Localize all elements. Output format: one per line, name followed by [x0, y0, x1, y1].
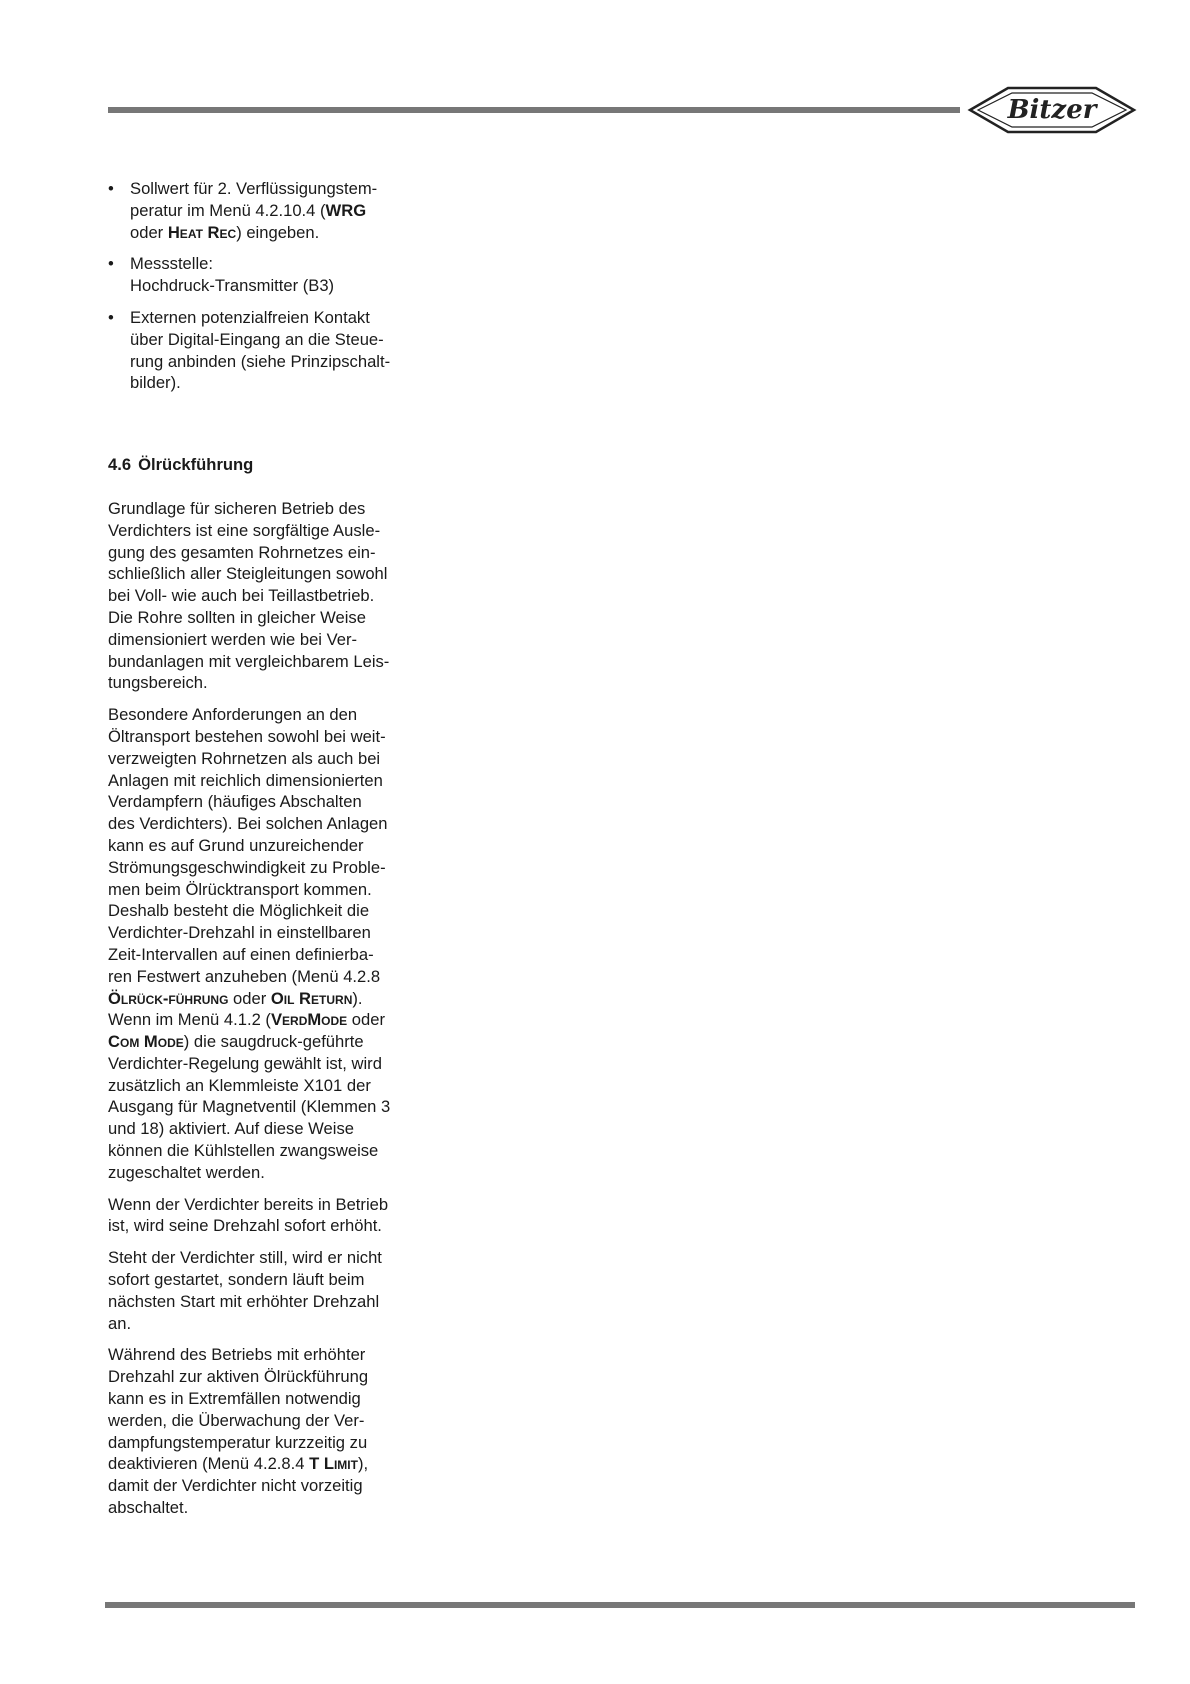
- menu-term-oil-return: Oil Return: [270, 988, 353, 1008]
- bullet-list: [108, 178, 428, 394]
- logo-wordmark: Bitzer: [1007, 95, 1097, 125]
- section-heading: [108, 454, 428, 476]
- bitzer-logo: [966, 80, 1138, 140]
- section-title: Ölrückführung: [138, 455, 254, 475]
- bullet-icon: •: [108, 179, 114, 198]
- list-item: • Sollwert für 2. Verflüssigungstem- peratur im Menü 4.2.10.4 (WRG oder Heat Rec) eingeben.: [108, 179, 378, 242]
- list-item: • Externen potenzialfreien Kontakt über Digital-Eingang an die Steue- rung anbinden (siehe Prinzipschalt- bilder).: [108, 307, 391, 393]
- menu-term-t-limit: T Limit: [309, 1454, 358, 1474]
- paragraph-4: Steht der Verdichter still, wird er nicht sofort gestartet, sondern läuft beim nächsten Start mit erhöhter Drehzahl an.: [108, 1248, 382, 1333]
- text-column: [108, 178, 428, 1529]
- section-number: 4.6: [108, 455, 132, 475]
- footer-rule: [105, 1602, 1135, 1608]
- paragraph-5: Während des Betriebs mit erhöhter Drehzahl zur aktiven Ölrückführung kann es in Extremfällen notwendig werden, die Überwachung der Ver- dampfungstemperatur kurzzeitig zu deaktivieren (Menü 4.2.8.4 T Limit), damit der Verdichter nicht vorzeitig abschaltet.: [108, 1345, 369, 1518]
- paragraph-3: Wenn der Verdichter bereits in Betrieb ist, wird seine Drehzahl sofort erhöht.: [108, 1194, 389, 1236]
- menu-term-com-mode: Com Mode: [108, 1032, 184, 1052]
- menu-term-oelrueck: Ölrück-führung: [108, 988, 229, 1008]
- paragraph-2: Besondere Anforderungen an den Öltransport bestehen sowohl bei weit- verzweigten Rohrnetzen als auch bei Anlagen mit reichlich dimensionierten Verdampfern (häufiges Abschalten des Verdichters). Bei solchen Anlagen kann es auf Grund unzureichender Strömungsgeschwindigkeit zu Proble- men beim Ölrücktransport kommen. Deshalb besteht die Möglichkeit die Verdichter-Drehzahl in einstellbaren Zeit-Intervallen auf einen definierba- ren Festwert anzuheben (Menü 4.2.8 Ölrück-führung oder Oil Return). Wenn im Menü 4.1.2 (VerdMode oder Com Mode) die saugdruck-geführte Verdichter-Regelung gewählt ist, wird zusätzlich an Klemmleiste X101 der Ausgang für Magnetventil (Klemmen 3 und 18) aktiviert. Auf diese Weise können die Kühlstellen zwangsweise zugeschaltet werden.: [108, 705, 391, 1182]
- paragraph-1: Grundlage für sicheren Betrieb des Verdichters ist eine sorgfältige Ausle- gung des gesamten Rohrnetzes ein- schließlich aller Steigleitungen sowohl bei Voll- wie auch bei Teillastbetrieb. Die Rohre sollten in gleicher Weise dimensioniert werden wie bei Ver- bundanlagen mit vergleichbarem Leis- tungsbereich.: [108, 498, 390, 693]
- menu-term-verdmode: VerdMode: [270, 1010, 348, 1030]
- bullet-icon: •: [108, 254, 114, 274]
- header-rule: [108, 107, 960, 113]
- bullet-icon: •: [108, 307, 114, 327]
- list-item: • Messstelle: Hochdruck-Transmitter (B3): [108, 254, 335, 296]
